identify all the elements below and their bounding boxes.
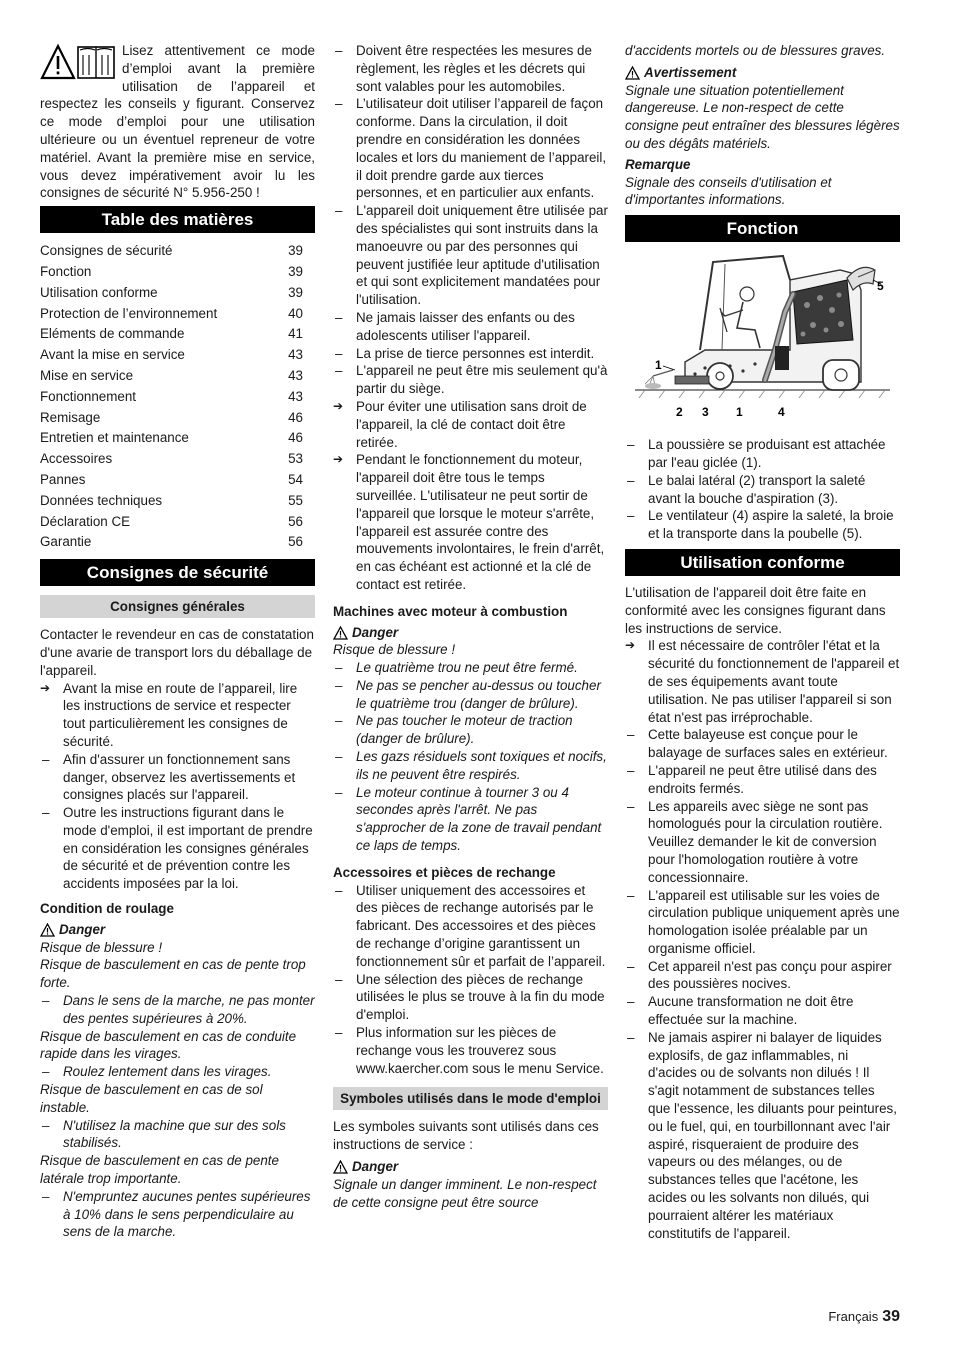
dash-item: – La prise de tierce personnes est interdit.: [333, 345, 608, 363]
danger-description: Signale un danger imminent. Le non-respect de cette consigne peut être source: [333, 1176, 597, 1210]
use-list: [625, 637, 900, 1242]
dash-item: – N'utilisez la machine que sur des sols stabilisés.: [40, 1117, 315, 1153]
danger-label-text: Danger: [59, 921, 106, 937]
general-dash-item: – Outre les instructions figurant dans le mode d'emploi, il est important de prendre en considération les consignes générales de sécurité et de prévention contre les accidents imposées par la loi.: [40, 804, 315, 893]
column-middle: [333, 42, 608, 1211]
figure-label-5: 5: [877, 279, 884, 294]
dash-item: – La poussière se produisant est attachée par l'eau giclée (1).: [625, 436, 900, 472]
danger-label-text: Danger: [352, 624, 399, 640]
toc-entry[interactable]: [40, 304, 315, 325]
toc-entry-label: Déclaration CE: [40, 513, 131, 529]
sweeper-illustration: [625, 250, 900, 430]
toc-title: Table des matières: [40, 206, 315, 233]
toc-entry[interactable]: [40, 408, 315, 429]
engine-title: Machines avec moteur à combustion: [333, 603, 568, 619]
page-footer: [828, 1308, 900, 1326]
dash-item: – Le balai latéral (2) transport la saleté avant la bouche d'aspiration (3).: [625, 472, 900, 508]
dash-item: – L'appareil ne peut être mis seulement qu'à partir du siège.: [333, 362, 608, 398]
dash-item: – Doivent être respectées les mesures de règlement, les règles et les décrets qui sont valables pour les automobiles.: [333, 42, 608, 95]
sweeper-drawing: [625, 250, 900, 430]
toc-entry-label: Fonctionnement: [40, 388, 137, 404]
general-text: Contacter le revendeur en cas de constatation d'une avarie de transport lors du déballage de l'appareil.: [40, 627, 314, 678]
toc-entry[interactable]: [40, 428, 315, 449]
toc-entry-page: 53: [288, 451, 303, 467]
column-left: [40, 42, 315, 1241]
safety-title: Consignes de sécurité: [40, 559, 315, 586]
intro-text: Lisez attentivement ce mode d’emploi avant la première utilisation de l’appareil et respectez les conseils y figurant. Conservez ce mode d’emploi pour une utilisation ultérieure ou un éventuel repreneur de votre matériel. Avant la première mise en service, vous devez impérativement avoir lu les consignes de sécurité N° 5.956-250 !: [40, 43, 315, 201]
risk-text: Risque de basculement en cas de conduite rapide dans les virages.: [40, 1028, 297, 1062]
danger-label-text: Danger: [352, 1159, 399, 1175]
rules-list: [333, 42, 608, 594]
warning-icon: [40, 923, 55, 937]
warning-description: Signale une situation potentiellement dangereuse. Le non-respect de cette consigne peut entraîner des blessures légères ou des dégâts matériels.: [625, 82, 900, 151]
dash-item: – Une sélection des pièces de rechange utilisées le plus se trouve à la fin du mode d'emploi.: [333, 971, 608, 1024]
arrow-item: ➔ Il est nécessaire de contrôler l'état et la sécurité du fonctionnement de l'appareil et de ses équipements avant toute utilisation. Ne pas utiliser l'appareil si son état n'est pas irréprochable.: [625, 637, 900, 726]
dash-item: – Utiliser uniquement des accessoires et des pièces de rechange autorisés par le fabricant. Des accessoires et des pièces de rechange d’origine garantissent un fonctionnement sûr et parfait de l’appareil.: [333, 882, 608, 971]
intro-block: [40, 42, 315, 202]
warning-manual-icon: [40, 44, 118, 80]
toc-entry-page: 39: [288, 284, 303, 300]
dash-item: – Ne pas se pencher au-dessus ou toucher le quatrième trou (danger de brûlure).: [333, 677, 608, 713]
toc-list: [40, 241, 315, 553]
use-title: Utilisation conforme: [625, 549, 900, 576]
symbols-text: Les symboles suivants sont utilisés dans ces instructions de service :: [333, 1119, 599, 1153]
symbols-title: Symboles utilisés dans le mode d'emploi: [333, 1087, 608, 1110]
dash-item: – Le ventilateur (4) aspire la saleté, la broie et la transporte dans la poubelle (5).: [625, 507, 900, 543]
dash-item: – Cet appareil n'est pas conçu pour aspirer des poussières nocives.: [625, 958, 900, 994]
toc-entry[interactable]: [40, 532, 315, 553]
danger-label: [333, 1158, 608, 1176]
warning-label: [625, 64, 900, 82]
dash-item: – L'appareil est utilisable sur les voies de circulation publique uniquement après une homologation isolée préalable par un organisme officiel.: [625, 887, 900, 958]
toc-entry-label: Mise en service: [40, 367, 134, 383]
toc-entry[interactable]: [40, 470, 315, 491]
toc-entry-label: Avant la mise en service: [40, 347, 185, 363]
page-number: 39: [882, 1308, 900, 1325]
toc-entry[interactable]: [40, 387, 315, 408]
toc-entry-page: 43: [288, 347, 303, 363]
warning-icon: [333, 1160, 348, 1174]
toc-entry-page: 56: [288, 534, 303, 550]
dash-item: – Le moteur continue à tourner 3 ou 4 secondes après l'arrêt. Ne pas s'approcher de la zone de travail pendant ce laps de temps.: [333, 784, 608, 855]
use-text: L'utilisation de l'appareil doit être faite en conformité avec les consignes figurant dans les instructions de service.: [625, 584, 886, 636]
dash-item: – Le quatrième trou ne peut être fermé.: [333, 659, 608, 677]
footer-language: Français: [828, 1309, 879, 1324]
danger-label: [40, 921, 315, 939]
toc-entry[interactable]: [40, 491, 315, 512]
dash-item: – L'appareil ne peut être utilisé dans des endroits fermés.: [625, 762, 900, 798]
dash-item: – Ne jamais laisser des enfants ou des adolescents utiliser l'appareil.: [333, 309, 608, 345]
toc-entry-page: 41: [288, 326, 303, 342]
function-list: [625, 436, 900, 543]
arrow-item: ➔ Pour éviter une utilisation sans droit de l'appareil, la clé de contact doit être retirée.: [333, 398, 608, 451]
driving-title: Condition de roulage: [40, 901, 174, 917]
general-title: Consignes générales: [40, 595, 315, 618]
engine-list: [333, 641, 608, 855]
dash-item: – Roulez lentement dans les virages.: [40, 1063, 315, 1081]
dash-item: – N'empruntez aucunes pentes supérieures à 10% dans le sens perpendiculaire au sens de la marche.: [40, 1188, 315, 1241]
dash-item: – L’utilisateur doit utiliser l’appareil de façon conforme. Dans la circulation, il doit prendre en considération les données locales et lors du maniement de l’appareil, il doit prendre garde aux tierces personnes, et en particulier aux enfants.: [333, 95, 608, 202]
toc-entry-label: Protection de l’environnement: [40, 305, 218, 321]
column-right: [625, 42, 900, 1242]
toc-entry-page: 40: [288, 305, 303, 321]
toc-entry[interactable]: [40, 241, 315, 262]
toc-entry[interactable]: [40, 345, 315, 366]
warning-icon: [333, 626, 348, 640]
toc-entry[interactable]: [40, 262, 315, 283]
accessories-title: Accessoires et pièces de rechange: [333, 864, 556, 880]
risk-text: Risque de blessure !: [40, 939, 163, 955]
toc-entry-label: Utilisation conforme: [40, 284, 158, 300]
toc-entry-page: 56: [288, 513, 303, 529]
toc-entry-page: 46: [288, 409, 303, 425]
figure-label-1b: 1: [736, 405, 743, 420]
toc-entry[interactable]: [40, 283, 315, 304]
toc-entry-page: 39: [288, 263, 303, 279]
toc-entry-label: Remisage: [40, 409, 101, 425]
note-label: Remarque: [625, 156, 691, 172]
toc-entry-page: 46: [288, 430, 303, 446]
dash-item: – Ne pas toucher le moteur de traction (danger de brûlure).: [333, 712, 608, 748]
arrow-item: ➔ Pendant le fonctionnement du moteur, l'appareil doit être tous le temps surveillée. L'utilisateur ne peut sortir de l'appareil que lorsque le moteur s'arrête, l'appareil est assurée contre des mouvements involontaires, le frein d'arrêt, en cas échéant est actionné et la clé de contact est retirée.: [333, 451, 608, 593]
general-arrow-item: ➔ Avant la mise en route de l’appareil, lire les instructions de service et respecter tout particulièrement les consignes de sécurité.: [40, 680, 315, 751]
toc-entry-page: 43: [288, 367, 303, 383]
risk-text: Risque de basculement en cas de pente latérale trop importante.: [40, 1153, 279, 1187]
toc-entry-label: Pannes: [40, 471, 86, 487]
figure-label-3: 3: [702, 405, 709, 420]
accessories-list: [333, 882, 608, 1078]
driving-list: [40, 939, 315, 1242]
warning-label-text: Avertissement: [644, 64, 737, 80]
toc-entry-label: Fonction: [40, 263, 92, 279]
toc-entry[interactable]: [40, 366, 315, 387]
toc-entry-page: 55: [288, 492, 303, 508]
risk-text: Risque de basculement en cas de pente trop forte.: [40, 957, 306, 991]
dash-item: – Les appareils avec siège ne sont pas homologués pour la circulation routière. Veuillez demander le kit de conversion pour l'homologation routière à votre concessionnaire.: [625, 798, 900, 887]
toc-entry-label: Garantie: [40, 534, 92, 550]
toc-entry-label: Eléments de commande: [40, 326, 185, 342]
toc-entry-page: 43: [288, 388, 303, 404]
toc-entry[interactable]: [40, 449, 315, 470]
note-description: Signale des conseils d'utilisation et d'importantes informations.: [625, 174, 832, 208]
figure-label-2: 2: [676, 405, 683, 420]
dash-item: – Aucune transformation ne doit être effectuée sur la machine.: [625, 993, 900, 1029]
function-title: Fonction: [625, 215, 900, 242]
general-dash-item: – Afin d'assurer un fonctionnement sans danger, observez les avertissements et consignes placés sur l'appareil.: [40, 751, 315, 804]
toc-entry-page: 54: [288, 471, 303, 487]
figure-label-4: 4: [778, 405, 785, 420]
toc-entry-label: Consignes de sécurité: [40, 243, 173, 259]
toc-entry-label: Données techniques: [40, 492, 163, 508]
danger-description-continued: d'accidents mortels ou de blessures graves.: [625, 43, 886, 58]
toc-entry-page: 39: [288, 243, 303, 259]
figure-label-1: 1: [655, 358, 662, 373]
toc-entry[interactable]: [40, 324, 315, 345]
toc-entry-label: Entretien et maintenance: [40, 430, 189, 446]
risk-text: Risque de basculement en cas de sol instable.: [40, 1082, 263, 1115]
dash-item: – Plus information sur les pièces de rechange vous les trouverez sous www.kaercher.com sous le menu Service.: [333, 1024, 608, 1077]
dash-item: – Cette balayeuse est conçue pour le balayage de surfaces sales en extérieur.: [625, 726, 900, 762]
dash-item: – Les gazs résiduels sont toxiques et nocifs, ils ne peuvent être respirés.: [333, 748, 608, 784]
dash-item: – Dans le sens de la marche, ne pas monter des pentes supérieures à 20%.: [40, 992, 315, 1028]
toc-entry[interactable]: [40, 512, 315, 533]
warning-icon: [625, 66, 640, 80]
toc-entry-label: Accessoires: [40, 451, 113, 467]
dash-item: – L'appareil doit uniquement être utilisée par des spécialistes qui sont instruits dans la manoeuvre ou par des personnes qui peuvent justifiée leur aptitude d'utilisation et qui sont explicitement mandatées pour l'utilisation.: [333, 202, 608, 309]
dash-item: – Ne jamais aspirer ni balayer de liquides explosifs, de gaz inflammables, ni d'acides ou de solvants non dilués ! Il s'agit notamment de substances telles que l'essence, les diluants pour peintures, ou le fuel, qui, en tourbillonnant avec l'air aspiré, risqueraient de produire des vapeurs ou des mélanges, ou de substances telles que l'acétone, les acides ou les solvants non dilués, qui pourraient altérer les matériaux constitutifs de l'appareil.: [625, 1029, 900, 1243]
danger-label: [333, 624, 608, 642]
risk-text: Risque de blessure !: [333, 642, 456, 658]
